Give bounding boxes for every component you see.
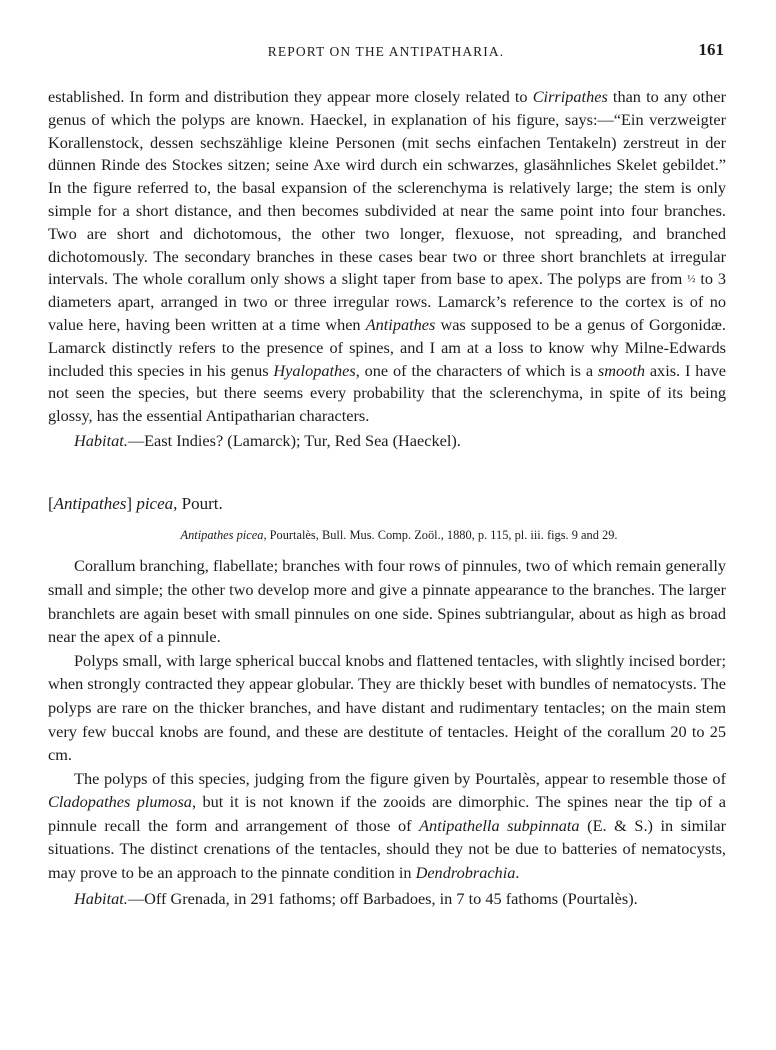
reference-citation: , Pourtalès, Bull. Mus. Comp. Zoöl., 1880, p. 115, pl. iii. figs. 9 and 29. [263,527,618,542]
reference-species: Antipathes picea [180,527,264,542]
fraction: ½ [687,273,696,286]
emphasis: smooth [597,360,645,380]
text-run: than to any other genus of which the polyps are known. Haeckel, in explanation of his figure, says:—“Ein verzweigter Korallenstock, dessen sechszählige kleine Personen (mit sechs einfachen Tentakeln) zerstreut in der dünnen Rinde des Stockes sitzen; seine Axe wird durch ein schwarzes, glasähnliches Skelet gebildet.” In the figure referred to, the basal expansion of the sclerenchyma is relatively large; the stem is only simple for a short distance, and then becomes subdivided at near the same point into four branches. Two are short and dichotomous, the other two longer, flexuose, not spreading, and branched dichotomously. The secondary branches in these cases bear two or three short branchlets at irregular intervals. The whole corallum only shows a slight taper from base to apex. The polyps are from [48,87,726,289]
author: , Pourt. [173,493,223,513]
species-description [48,554,726,910]
paragraph-haeckel-description [48,86,726,428]
habitat-label: Habitat. [74,888,128,908]
running-title: REPORT ON THE ANTIPATHARIA. [267,44,505,59]
habitat-line [48,430,726,453]
bracket: ] [126,493,137,513]
genus-name: Cirripathes [532,87,608,106]
species-epithet: picea [136,493,174,513]
text-run: The polyps of this species, judging from the figure given by Pourtalès, appear to resemble those of [74,768,726,788]
text-run: axis. I have not seen the species, but there seems every probability that the sclerenchyma, in spite of its being glossy, has the essential Antipatharian characters. [48,360,727,426]
bibliographic-reference [48,524,726,547]
bracket: [ [48,493,54,513]
genus-name: Dendrobrachia [415,863,516,883]
text-run: to 3 diameters apart, arranged in two or three irregular rows. Lamarck’s reference to the cortex is of no value here, having been written at a time when [48,269,726,334]
text-run: was supposed to be a genus of Gorgonidæ. Lamarck distinctly refers to the presence of spines, and I am at a loss to know why Milne-Edwards included this species in his genus [48,314,726,380]
genus-name: Hyalopathes [273,360,356,380]
text-run: , but it is not known if the zooids are dimorphic. The spines near the tip of a pinnule recall the form and arrangement of those of [48,792,726,835]
text-run: established. In form and distribution they appear more closely related to [48,87,533,106]
habitat-line [48,887,726,911]
page-number: 161 [698,40,724,59]
habitat-text: —East Indies? (Lamarck); Tur, Red Sea (Haeckel). [127,430,461,450]
habitat-label: Habitat. [74,430,128,450]
text-run: , one of the characters of which is a [355,360,598,380]
paragraph-comparison [48,767,726,885]
genus-name: Antipathes [365,314,436,334]
body-text [48,86,726,910]
genus-name: Cladopathes plumosa [48,792,192,812]
species-heading [48,493,726,516]
text-run: . [515,863,520,883]
page-header [48,40,724,64]
paragraph-polyps: Polyps small, with large spherical buccal knobs and flattened tentacles, with slightly incised border; when strongly contracted they appear globular. They are thickly beset with bundles of nematocysts. The polyps are rare on the thicker branches, and have distant and rudimentary tentacles; on the main stem very few buccal knobs are found, and these are destitute of tentacles. Height of the corallum 20 to 25 cm. [48,650,726,765]
genus-name: Antipathella subpinnata [419,815,580,835]
genus-name: Antipathes [53,493,127,513]
text-run: (E. & S.) in similar situations. The distinct crenations of the tentacles, should they not be due to batteries of nematocysts, may prove to be an approach to the pinnate condition in [48,815,726,883]
paragraph-corallum: Corallum branching, flabellate; branches with four rows of pinnules, two of which remain generally small and simple; the other two develop more and give a pinnate appearance to the branches. The larger branchlets are again beset with small pinnules on one side. Spines subtriangular, about as high as broad near the apex of a pinnule. [48,556,726,647]
habitat-text: —Off Grenada, in 291 fathoms; off Barbadoes, in 7 to 45 fathoms (Pourtalès). [127,888,638,908]
